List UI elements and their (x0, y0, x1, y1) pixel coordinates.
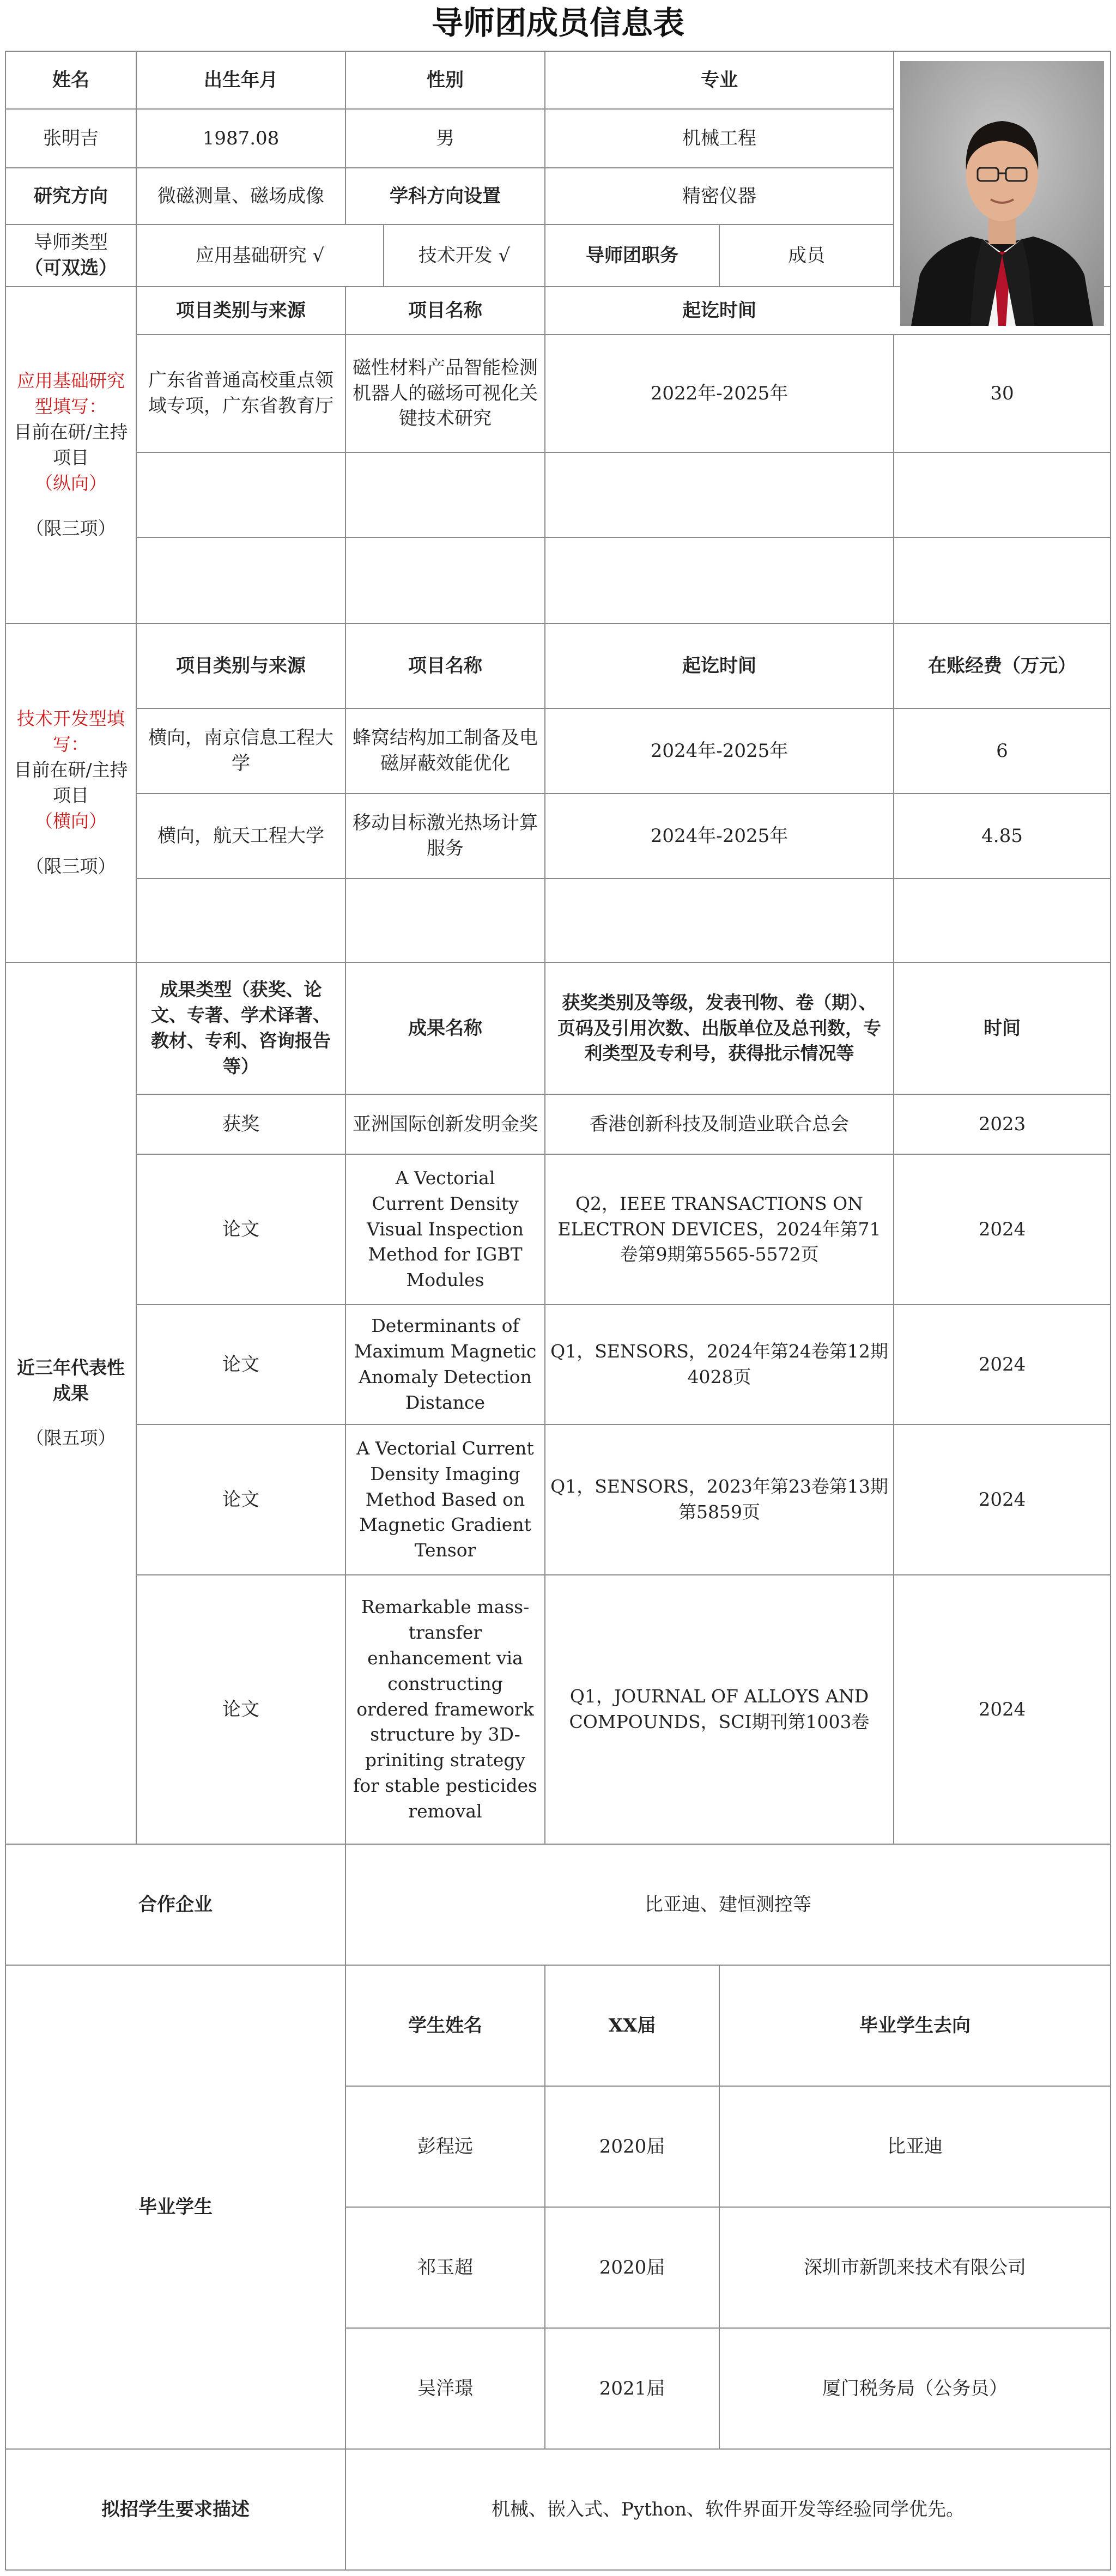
tech-header-period: 起讫时间 (682, 654, 756, 677)
tech-row-3-period (545, 878, 894, 962)
graduates-label: 毕业学生 (138, 2196, 213, 2218)
achieve-row-1-time: 2023 (978, 1113, 1026, 1135)
page-title: 导师团成员信息表 (431, 4, 684, 41)
tech-row-2-project: 移动目标激光热场计算服务 (353, 812, 538, 859)
header-gender: 性别 (427, 69, 464, 91)
basic-label-red: 应用基础研究型填写： (17, 370, 125, 417)
basic-row-3-project (345, 537, 545, 623)
achieve-row-2-name: A Vectorial Current Density Visual Inspection Method for IGBT Modules (366, 1167, 524, 1291)
tech-label-red: 技术开发型填写： (17, 708, 125, 755)
graduate-row-3-name: 吴洋璟 (417, 2377, 473, 2399)
tech-header-funds: 在账经费（万元） (928, 654, 1076, 677)
header-research: 研究方向 (34, 185, 108, 207)
achieve-row-5-type: 论文 (222, 1698, 259, 1720)
tech-label-red2: （横向） (35, 810, 107, 832)
achieve-row-3-time: 2024 (978, 1353, 1026, 1375)
partner-value: 比亚迪、建恒测控等 (645, 1893, 811, 1916)
value-type-tech: 技术开发 √ (418, 244, 511, 266)
basic-label-mid: 目前在研/主持项目 (14, 421, 128, 468)
basic-section-label (5, 287, 136, 623)
achieve-row-3-detail: Q1，SENSORS，2024年第24卷第12期4028页 (550, 1341, 888, 1387)
basic-row-1-category: 广东省普通高校重点领域专项，广东省教育厅 (148, 369, 333, 417)
value-type-basic: 应用基础研究 √ (195, 244, 325, 266)
tech-row-1-period: 2024年-2025年 (650, 740, 789, 762)
requirement-label: 拟招学生要求描述 (101, 2498, 250, 2520)
tech-row-1-funds: 6 (996, 740, 1008, 762)
mentor-type-note: （可双选） (25, 257, 117, 279)
graduate-row-1-class: 2020届 (599, 2135, 665, 2157)
achieve-row-1-detail: 香港创新科技及制造业联合总会 (590, 1113, 849, 1135)
graduate-row-3-class: 2021届 (599, 2377, 665, 2399)
tech-limit: （限三项） (26, 855, 116, 877)
achieve-section-label (5, 962, 136, 1844)
basic-limit: （限三项） (26, 517, 116, 539)
requirement-value: 机械、嵌入式、Python、软件界面开发等经验同学优先。 (491, 2498, 965, 2520)
basic-row-2-funds (894, 452, 1111, 537)
value-role: 成员 (788, 244, 825, 266)
header-major: 专业 (701, 69, 738, 91)
graduate-row-2-name: 祁玉超 (417, 2256, 473, 2278)
achieve-row-5-time: 2024 (978, 1698, 1026, 1720)
graduate-row-3-destination: 厦门税务局（公务员） (822, 2377, 1008, 2399)
portrait-image (900, 61, 1104, 326)
tech-row-3-category (136, 878, 345, 962)
achieve-header-time: 时间 (984, 1017, 1021, 1039)
graduate-row-1-destination: 比亚迪 (887, 2135, 943, 2157)
achieve-row-5-detail: Q1，JOURNAL OF ALLOYS AND COMPOUNDS，SCI期刊第1003卷 (569, 1686, 870, 1732)
achieve-row-4-name: A Vectorial Current Density Imaging Method Based on Magnetic Gradient Tensor (356, 1437, 534, 1561)
tech-row-1-project: 蜂窝结构加工制备及电磁屏蔽效能优化 (353, 727, 538, 774)
basic-row-2-project (345, 452, 545, 537)
achieve-limit: （限五项） (26, 1427, 116, 1449)
achieve-header-type: 成果类型（获奖、论文、专著、学术译著、教材、专利、咨询报告等） (151, 979, 331, 1077)
value-discipline: 精密仪器 (682, 185, 756, 207)
achieve-row-5-name: Remarkable mass-transfer enhancement via constructing ordered framework structure by 3D-priniting strategy for stable pesticides removal (353, 1596, 537, 1822)
achieve-row-1-name: 亚洲国际创新发明金奖 (353, 1113, 538, 1135)
basic-row-3-funds (894, 537, 1111, 623)
achieve-header-detail: 获奖类别及等级，发表刊物、卷（期）、页码及引用次数、出版单位及总刊数，专利类型及专利号，获得批示情况等 (557, 991, 881, 1064)
header-discipline: 学科方向设置 (390, 185, 501, 207)
achieve-row-2-time: 2024 (978, 1218, 1026, 1240)
tech-row-3-project (345, 878, 545, 962)
value-gender: 男 (436, 127, 454, 149)
graduate-row-1-name: 彭程远 (417, 2135, 473, 2157)
tech-row-2-period: 2024年-2025年 (650, 825, 789, 847)
basic-row-3-period (545, 537, 894, 623)
header-birth: 出生年月 (204, 69, 278, 91)
achieve-row-3-name: Determinants of Maximum Magnetic Anomaly Detection Distance (354, 1315, 537, 1413)
value-birth: 1987.08 (202, 127, 280, 149)
achieve-label: 近三年代表性成果 (17, 1356, 125, 1404)
value-major: 机械工程 (682, 127, 756, 149)
partner-label: 合作企业 (138, 1893, 213, 1916)
achieve-row-4-type: 论文 (222, 1488, 259, 1511)
tech-header-category: 项目类别与来源 (176, 654, 306, 677)
header-role: 导师团职务 (586, 244, 678, 266)
header-mentor-type (5, 225, 136, 287)
graduate-row-2-destination: 深圳市新凯来技术有限公司 (804, 2256, 1026, 2278)
tech-row-3-funds (894, 878, 1111, 962)
basic-row-1-period: 2022年-2025年 (650, 382, 789, 404)
tech-section-label (5, 623, 136, 962)
basic-header-project: 项目名称 (408, 299, 482, 322)
tech-label-mid: 目前在研/主持项目 (14, 759, 128, 806)
basic-row-2-category (136, 452, 345, 537)
value-name: 张明吉 (43, 127, 99, 149)
basic-row-1-funds: 30 (990, 382, 1014, 404)
mentor-type-label: 导师类型 (34, 232, 108, 254)
header-name: 姓名 (52, 69, 89, 91)
graduates-header-name: 学生姓名 (408, 2014, 482, 2036)
tech-header-project: 项目名称 (408, 654, 482, 677)
value-research: 微磁测量、磁场成像 (157, 185, 324, 207)
basic-header-category: 项目类别与来源 (176, 299, 306, 322)
graduate-row-2-class: 2020届 (599, 2256, 665, 2278)
tech-row-1-category: 横向，南京信息工程大学 (148, 727, 333, 774)
achieve-row-2-type: 论文 (222, 1218, 259, 1240)
basic-row-1-project: 磁性材料产品智能检测机器人的磁场可视化关键技术研究 (353, 356, 538, 430)
basic-header-period: 起讫时间 (682, 299, 756, 322)
achieve-header-name: 成果名称 (408, 1017, 482, 1039)
basic-row-2-period (545, 452, 894, 537)
achieve-row-3-type: 论文 (222, 1353, 259, 1375)
achieve-row-2-detail: Q2，IEEE TRANSACTIONS ON ELECTRON DEVICES，2024年第71卷第9期第5565-5572页 (557, 1192, 881, 1265)
achieve-row-4-time: 2024 (978, 1488, 1026, 1511)
achieve-row-1-type: 获奖 (222, 1113, 259, 1135)
basic-row-3-category (136, 537, 345, 623)
achieve-row-4-detail: Q1，SENSORS，2023年第23卷第13期第5859页 (550, 1476, 888, 1523)
member-photo (900, 61, 1104, 326)
graduates-header-destination: 毕业学生去向 (859, 2014, 971, 2036)
tech-row-2-funds: 4.85 (981, 825, 1023, 847)
graduates-header-class: XX届 (608, 2014, 656, 2036)
tech-row-2-category: 横向，航天工程大学 (157, 825, 324, 847)
basic-label-red2: （纵向） (35, 472, 107, 494)
